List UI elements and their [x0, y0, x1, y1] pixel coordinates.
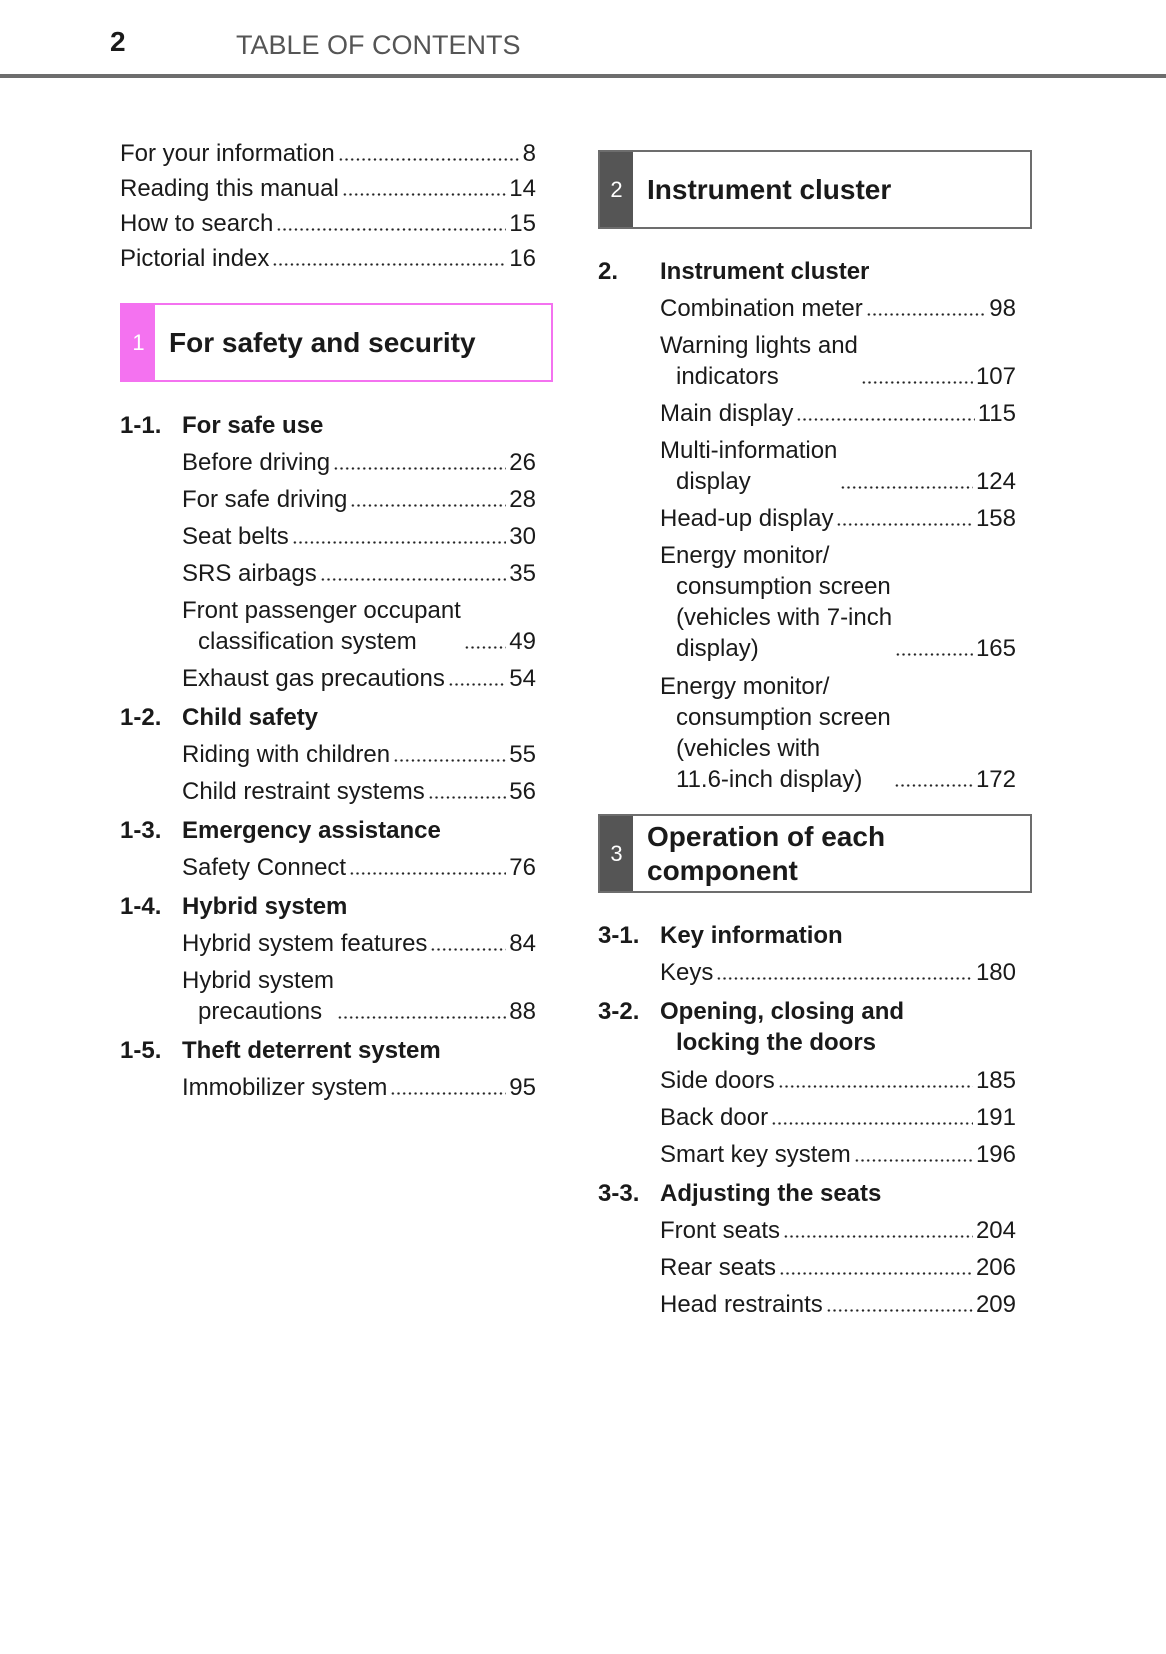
toc-entry[interactable]: Child restraint systems 56	[182, 778, 536, 805]
toc-entry[interactable]: Multi-information display 124	[660, 437, 1016, 495]
toc-entry[interactable]: Hybrid system precautions 88	[182, 967, 536, 1025]
chapter-1-tab: 1	[122, 305, 155, 380]
section-heading[interactable]: 1-5. Theft deterrent system	[120, 1037, 441, 1064]
section-heading[interactable]: 1-1. For safe use	[120, 412, 324, 439]
toc-entry[interactable]: Keys 180	[660, 959, 1016, 986]
toc-entry-reading-this-manual[interactable]: Reading this manual 14	[120, 175, 536, 202]
toc-entry[interactable]: Side doors 185	[660, 1067, 1016, 1094]
section-heading[interactable]: 1-4. Hybrid system	[120, 893, 348, 920]
section-heading[interactable]: 3-1. Key information	[598, 922, 843, 949]
toc-entry[interactable]: Combination meter 98	[660, 295, 1016, 322]
toc-entry[interactable]: Main display 115	[660, 400, 1016, 427]
page-header-title: TABLE OF CONTENTS	[236, 30, 521, 60]
chapter-2-title: Instrument cluster	[647, 173, 892, 205]
toc-entry[interactable]: For safe driving 28	[182, 486, 536, 513]
toc-entry[interactable]: SRS airbags 35	[182, 560, 536, 587]
chapter-3-heading[interactable]	[598, 814, 1032, 893]
toc-entry[interactable]: Head-up display 158	[660, 505, 1016, 532]
toc-entry[interactable]: Front seats 204	[660, 1217, 1016, 1244]
section-heading[interactable]: 3-2. Opening, closing and locking the doors	[598, 998, 905, 1056]
toc-entry[interactable]: Before driving 26	[182, 449, 536, 476]
toc-entry[interactable]: Hybrid system features 84	[182, 930, 536, 957]
page-number: 2	[110, 26, 126, 57]
section-heading[interactable]: 1-3. Emergency assistance	[120, 817, 441, 844]
toc-entry[interactable]: Energy monitor/ consumption screen (vehicles with 7-inch display) 165	[660, 542, 1016, 662]
toc-entry[interactable]: Smart key system 196	[660, 1141, 1016, 1168]
chapter-3-tab: 3	[600, 816, 633, 891]
toc-entry[interactable]: Riding with children 55	[182, 741, 536, 768]
toc-entry-for-your-information[interactable]: For your information 8	[120, 140, 536, 167]
toc-entry[interactable]: Head restraints 209	[660, 1291, 1016, 1318]
toc-entry[interactable]: Immobilizer system 95	[182, 1074, 536, 1101]
toc-entry-how-to-search[interactable]: How to search 15	[120, 210, 536, 237]
toc-entry[interactable]: Back door 191	[660, 1104, 1016, 1131]
toc-entry[interactable]: Energy monitor/ consumption screen (vehicles with 11.6-inch display) 172	[660, 673, 1016, 793]
toc-entry[interactable]: Front passenger occupant classification system 49	[182, 597, 536, 655]
chapter-1-title: For safety and security	[169, 326, 476, 358]
header-rule	[0, 74, 1166, 78]
toc-entry[interactable]: Warning lights and indicators 107	[660, 332, 1016, 390]
chapter-1-heading[interactable]	[120, 303, 553, 382]
toc-entry[interactable]: Rear seats 206	[660, 1254, 1016, 1281]
chapter-3-title: Operation of each component	[647, 820, 886, 886]
section-heading[interactable]: 3-3. Adjusting the seats	[598, 1180, 882, 1207]
section-heading[interactable]: 1-2. Child safety	[120, 704, 319, 731]
section-heading[interactable]: 2. Instrument cluster	[598, 258, 870, 285]
toc-entry[interactable]: Seat belts 30	[182, 523, 536, 550]
toc-entry[interactable]: Safety Connect 76	[182, 854, 536, 881]
chapter-2-heading[interactable]	[598, 150, 1032, 229]
toc-entry-pictorial-index[interactable]: Pictorial index 16	[120, 245, 536, 272]
toc-entry[interactable]: Exhaust gas precautions 54	[182, 665, 536, 692]
chapter-2-tab: 2	[600, 152, 633, 227]
